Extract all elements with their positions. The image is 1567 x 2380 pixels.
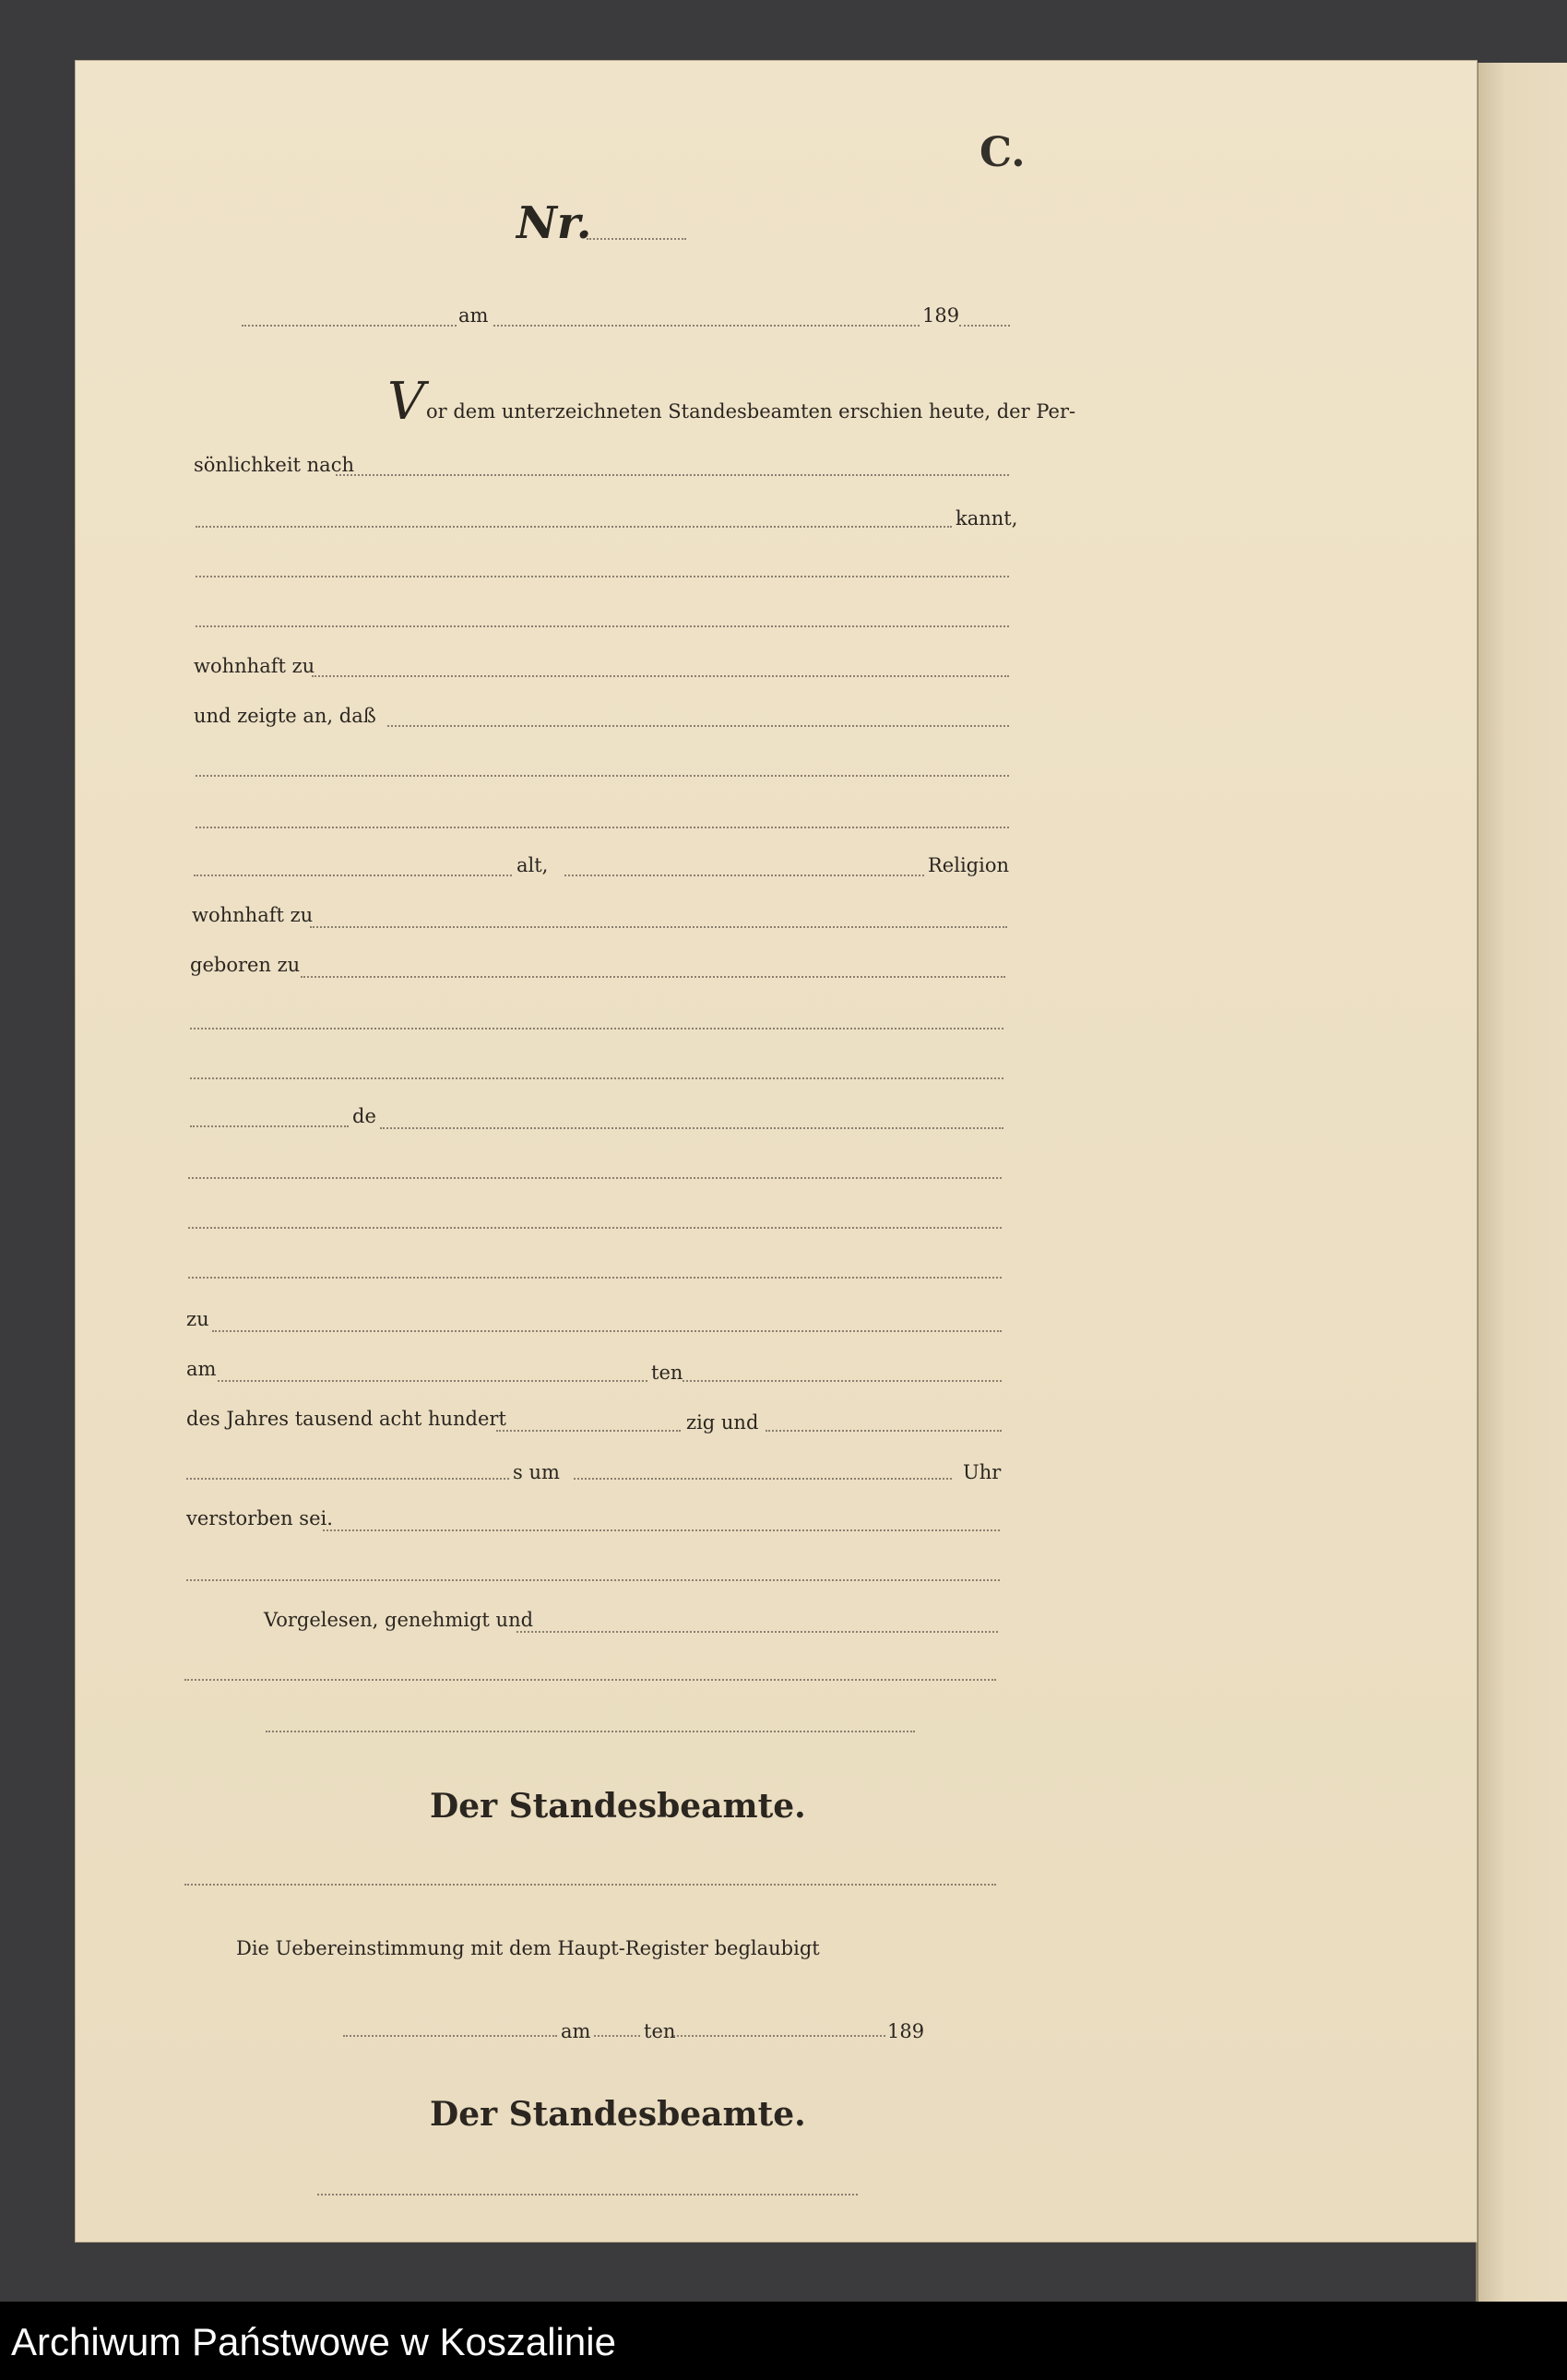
death-month-field bbox=[683, 1380, 1002, 1382]
hour-field bbox=[574, 1478, 952, 1480]
form-sheet bbox=[76, 61, 1477, 2242]
birthplace-label: geboren zu bbox=[190, 954, 301, 976]
blank-line-10 bbox=[188, 1277, 1002, 1279]
registrar-title-1: Der Standesbeamte. bbox=[430, 1787, 806, 1826]
blank-line-6 bbox=[190, 1028, 1003, 1029]
deceased-field bbox=[323, 1529, 1000, 1531]
registrar-signature-line-2 bbox=[317, 2194, 858, 2196]
ten-label: ten bbox=[651, 1362, 683, 1384]
record-number-label: Nr. bbox=[516, 197, 592, 249]
form-letter-mark: C. bbox=[979, 129, 1026, 176]
record-number-field bbox=[587, 238, 686, 240]
adjacent-page-edge bbox=[1476, 63, 1567, 2314]
age-label: alt, bbox=[516, 854, 549, 876]
zu-label: zu bbox=[186, 1308, 209, 1330]
religion-label: Religion bbox=[928, 854, 1009, 876]
death-date-am-label: am bbox=[186, 1358, 217, 1380]
registrar-title-2: Der Standesbeamte. bbox=[430, 2095, 806, 2134]
uhr-label: Uhr bbox=[963, 1461, 1002, 1483]
blank-line-5 bbox=[196, 827, 1009, 828]
name-field bbox=[194, 875, 512, 876]
death-place-field bbox=[212, 1330, 1002, 1332]
blank-line-4 bbox=[196, 775, 1009, 777]
attest-place-field bbox=[343, 2035, 557, 2037]
blank-line-3 bbox=[196, 625, 1009, 627]
registrar-signature-line bbox=[184, 1884, 996, 1886]
residence-field-1 bbox=[312, 675, 1009, 677]
attest-month-field bbox=[673, 2035, 885, 2037]
blank-line-1 bbox=[196, 526, 952, 528]
place-field bbox=[242, 325, 457, 327]
intro-line: or dem unterzeichneten Standesbeamten erschien heute, der Per- bbox=[426, 400, 1076, 422]
residence-label-2: wohnhaft zu bbox=[192, 904, 314, 926]
blank-line-7 bbox=[190, 1077, 1003, 1079]
personality-field bbox=[336, 474, 1009, 476]
attest-am-label: am bbox=[561, 2020, 591, 2042]
time-of-day-field bbox=[186, 1478, 509, 1480]
read-approved-field bbox=[516, 1631, 998, 1633]
death-day-field bbox=[218, 1380, 647, 1382]
signature-line-2 bbox=[266, 1731, 915, 1732]
kannt-label: kannt, bbox=[956, 507, 1018, 530]
age-field bbox=[564, 875, 924, 876]
reported-label: und zeigte an, daß bbox=[194, 705, 376, 727]
reported-field bbox=[387, 725, 1009, 727]
year-units-field bbox=[766, 1430, 1002, 1432]
year-tens-field bbox=[496, 1430, 681, 1432]
archive-name: Archiwum Państwowe w Koszalinie bbox=[11, 2320, 616, 2363]
date-year-label: 189 bbox=[922, 304, 960, 327]
year-words-label: des Jahres tausend acht hundert bbox=[186, 1408, 506, 1430]
personality-label: sönlichkeit nach bbox=[194, 454, 354, 476]
residence-label-1: wohnhaft zu bbox=[194, 655, 315, 677]
relation-field bbox=[190, 1125, 349, 1127]
residence-field-2 bbox=[310, 926, 1007, 928]
attest-day-field bbox=[594, 2035, 640, 2037]
s-um-label: s um bbox=[513, 1461, 560, 1483]
read-approved-label: Vorgelesen, genehmigt und bbox=[264, 1609, 534, 1631]
relation-name-field bbox=[380, 1127, 1003, 1129]
deceased-label: verstorben sei. bbox=[186, 1507, 333, 1529]
de-label: de bbox=[352, 1105, 376, 1127]
attest-year-label: 189 bbox=[887, 2020, 925, 2042]
year-field bbox=[959, 325, 1010, 327]
attest-ten-label: ten bbox=[644, 2020, 676, 2042]
birthplace-field bbox=[301, 976, 1005, 978]
date-am-label: am bbox=[458, 304, 489, 327]
blank-line-2 bbox=[196, 576, 1009, 577]
blank-line-11 bbox=[186, 1579, 1000, 1581]
attestation-text: Die Uebereinstimmung mit dem Haupt-Register beglaubigt bbox=[236, 1937, 820, 1959]
zig-und-label: zig und bbox=[686, 1411, 759, 1434]
date-field bbox=[493, 325, 920, 327]
blank-line-9 bbox=[188, 1227, 1002, 1229]
blank-line-8 bbox=[188, 1177, 1002, 1179]
signature-line-1 bbox=[184, 1679, 996, 1681]
intro-dropcap: V bbox=[387, 372, 425, 432]
